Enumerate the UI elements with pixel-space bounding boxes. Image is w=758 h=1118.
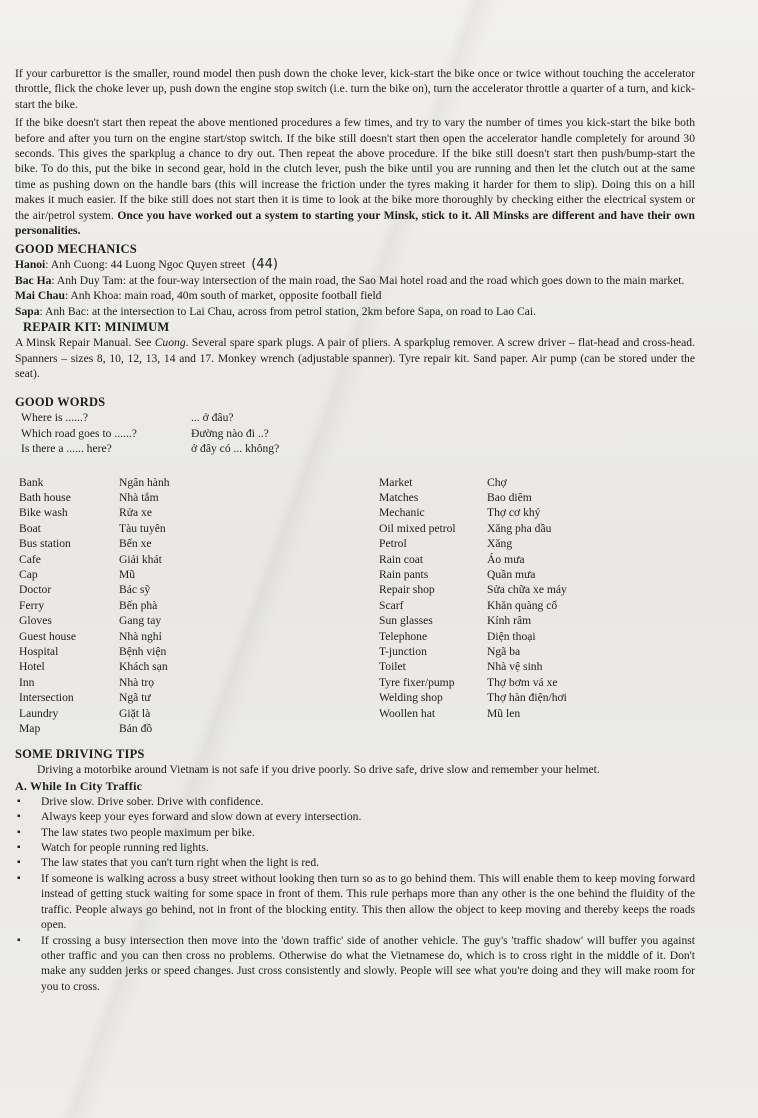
vocab-vietnamese: Bến xe [119,537,152,551]
repair-kit-text-rest: . Several spare spark plugs. A pair of pliers. A sparkplug remover. A screw driver – flat-head and cross-head. Spanners – sizes 8, 10, 12, 13, 14 and 17. Monkey wrench (adjustable spanner). Tyre repair kit. Sand paper. Air pump (can be stored under the seat). [15,336,695,380]
document-content [15,66,695,994]
vocab-vietnamese: Bao diêm [487,490,532,504]
vocab-english: Gloves [19,614,52,628]
vocab-vietnamese: Bến phà [119,598,158,612]
phrase-vietnamese: ... ở đâu? [191,411,234,425]
vocab-english: Sun glasses [379,614,433,628]
intro-paragraph-2 [15,115,695,238]
vocab-english: Repair shop [379,583,435,597]
city-traffic-tips [15,794,695,994]
vocab-english: Map [19,722,41,736]
vocab-vietnamese: Bệnh viện [119,645,167,658]
vocabulary-grid [15,475,695,737]
mechanic-place: Sapa [15,304,40,318]
phrases-list [15,410,695,456]
driving-tips-intro: Driving a motorbike around Vietnam is not safe if you drive poorly. So drive safe, drive slow and remember your helmet. [37,763,600,777]
tip-item: ▪ Drive slow. Drive sober. Drive with confidence. [15,794,695,809]
tip-item: ▪ The law states that you can't turn right when the light is red. [15,855,695,870]
vocab-english: Cafe [19,552,41,566]
mechanic-place: Bac Ha [15,273,52,287]
vocab-english: Mechanic [379,506,425,520]
tip-item: ▪ If someone is walking across a busy street without looking then turn so as to go behind them. This will enable them to keep moving forward instead of getting stuck waiting for some space in front of them. This rule perhaps more than any other is the one behind the fluidity of the traffic. People always go behind, not in front of the blocking entity. This then allow the object to keep moving and thereby keeps the roads open. [15,871,695,933]
vocab-english: Inn [19,675,35,689]
intro-paragraph-2-bold: Once you have worked out a system to starting your Minsk, stick to it. All Minsks are different and have their own personalities. [15,208,695,238]
vocab-english: Hospital [19,645,59,658]
mechanic-text: : Anh Cuong: 44 Luong Ngoc Quyen street [45,258,246,272]
vocab-english: Bus station [19,537,71,551]
vocab-english: Laundry [19,706,59,720]
vocab-vietnamese: Nhà trọ [119,675,155,689]
vocab-vietnamese: Kính râm [487,614,532,628]
mechanic-text: : Anh Bac: at the intersection to Lai Chau, across from petrol station, 2km before Sapa, on road to Lao Cai. [39,304,536,318]
vocab-vietnamese: Áo mưa [487,552,525,566]
tip-item: ▪ Watch for people running red lights. [15,840,695,855]
phrase-vietnamese: ở đây có ... không? [191,442,280,456]
vocab-vietnamese: Xăng pha dầu [487,521,552,535]
phrase-row [15,426,695,441]
mechanic-entry-sapa [15,304,695,319]
vocab-english: Telephone [379,629,428,643]
vocab-english: Oil mixed petrol [379,521,456,535]
vocab-vietnamese: Nhà tắm [119,490,159,504]
mechanic-place: Hanoi [15,258,46,272]
vocab-english: Woollen hat [379,706,436,720]
mechanic-entry-bac-ha [15,273,695,288]
vocab-vietnamese: Ngã tư [119,691,151,705]
vocab-vietnamese: Quần mưa [487,567,536,581]
tip-item: ▪ Always keep your eyes forward and slow down at every intersection. [15,809,695,824]
vocab-vietnamese: Khăn quàng cổ [487,598,558,612]
repair-kit-heading: REPAIR KIT: MINIMUM [23,320,170,335]
vocab-english: Toilet [379,660,406,674]
vocab-english: Petrol [379,537,407,551]
vocab-empty [483,721,683,736]
vocab-vietnamese: Giải khát [119,552,162,566]
mechanics-heading: GOOD MECHANICS [15,242,137,257]
vocab-vietnamese: Xăng [487,537,513,551]
vocab-vietnamese: Sửa chữa xe máy [487,583,567,597]
vocab-vietnamese: Diện thoại [487,629,536,643]
phrase-vietnamese: Đường nào đi ..? [191,426,269,440]
vocab-english: Tyre fixer/pump [379,675,455,689]
vocab-vietnamese: Chợ [487,475,507,489]
vocab-english: Rain coat [379,552,424,566]
vocab-english: Hotel [19,660,45,674]
driving-tips-heading: SOME DRIVING TIPS [15,747,145,762]
vocab-vietnamese: Bản đồ [119,722,153,736]
vocab-vietnamese: Rửa xe [119,506,153,520]
vocab-english: Doctor [19,583,52,597]
vocab-english: Bike wash [19,506,68,520]
vocab-vietnamese: Gang tay [119,614,162,628]
vocab-english: Rain pants [379,567,429,581]
mechanic-entry-mai-chau [15,288,695,303]
vocab-vietnamese: Thợ cơ khý [487,506,541,520]
repair-kit-text-start: A Minsk Repair Manual. See [15,336,155,350]
vocab-english: Ferry [19,598,45,612]
phrase-english: Where is ......? [21,411,88,425]
vocab-vietnamese: Mũ len [487,706,521,720]
vocab-vietnamese: Giặt là [119,706,151,720]
vocab-vietnamese: Thợ hàn điện/hơi [487,691,567,705]
vocab-english: Boat [19,521,41,535]
vocab-vietnamese: Tàu tuyên [119,521,166,535]
vocab-vietnamese: Bác sỹ [119,583,151,597]
phrase-english: Which road goes to ......? [21,426,137,440]
mechanics-list [15,257,695,319]
tip-item: ▪ The law states two people maximum per bike. [15,825,695,840]
vocab-english: Market [379,475,413,489]
vocab-vietnamese: Nhà nghỉ [119,629,162,643]
vocab-english: Matches [379,490,419,504]
tip-item: ▪ If crossing a busy intersection then move into the 'down traffic' side of another vehicle. The guy's 'traffic shadow' will buffer you against other traffic and you can then cross no problems. Otherwise do what the Vietnamese do, which is to cross right in the middle of it. Don't make any sudden jerks or speed changes. Just cross consistently and slowly. People will see what you're doing and they will make room for you to cross. [15,933,695,995]
phrase-row [15,441,695,456]
vocab-english: Scarf [379,598,404,612]
vocab-english: Welding shop [379,691,443,705]
phrase-english: Is there a ...... here? [21,442,112,456]
vocab-english: Intersection [19,691,74,705]
vocab-vietnamese: Nhà vệ sinh [487,660,543,674]
vocab-english: T-junction [379,645,427,658]
city-traffic-subheading: A. While In City Traffic [15,778,143,793]
vocab-vietnamese: Ngân hành [119,475,170,489]
vocab-vietnamese: Ngã ba [487,645,521,658]
mechanic-place: Mai Chau [15,289,65,303]
phrase-row [15,410,695,425]
good-words-heading: GOOD WORDS [15,395,106,410]
vocab-english: Cap [19,567,38,581]
vocab-vietnamese: Thợ bơm vá xe [487,675,558,689]
intro-paragraph-2-text: If the bike doesn't start then repeat the above mentioned procedures a few times, and try to vary the number of times you kick-start the bike both before and after you turn on the engine start/stop switch. If the bike still doesn't start then open the accelerator handle completely for around 30 seconds. This gives the sparkplug a chance to dry out. Then repeat the above procedure. If the bike still doesn't start then push/bump-start the bike. To do this, put the bike in second gear, hold in the clutch lever, push the bike until you are running and then let the clutch out at the same time as pushing down on the handle bars (this will increase the friction under the tyres making it harder for them to slip). Doing this on a hill makes it much easier. If the bike still does not start then it is time to look at the bike more thoroughly by checking either the electrical system or the air/petrol system. [15,116,695,222]
mechanic-entry-hanoi [15,257,695,272]
handwritten-note: (44) [251,257,278,273]
vocab-english: Bank [19,475,44,489]
repair-kit-text [15,335,695,381]
mechanic-text: : Anh Duy Tam: at the four-way intersection of the main road, the Sao Mai hotel road and the road which goes down to the main market. [51,273,685,287]
vocab-english: Guest house [19,629,76,643]
intro-paragraph-1: If your carburettor is the smaller, round model then push down the choke lever, kick-start the bike once or twice without touching the accelerator throttle, flick the choke lever up, push down the engine stop switch (i.e. turn the bike on), turn the accelerator throttle a quarter of a turn, and kick-start the bike. [15,67,695,111]
vocab-empty [375,721,483,736]
vocab-english: Bath house [19,490,71,504]
mechanic-text: : Anh Khoa: main road, 40m south of market, opposite football field [64,289,382,303]
vocab-vietnamese: Khách sạn [119,660,168,674]
repair-kit-manual-name: Cuong [154,336,186,350]
vocab-vietnamese: Mũ [119,567,136,581]
